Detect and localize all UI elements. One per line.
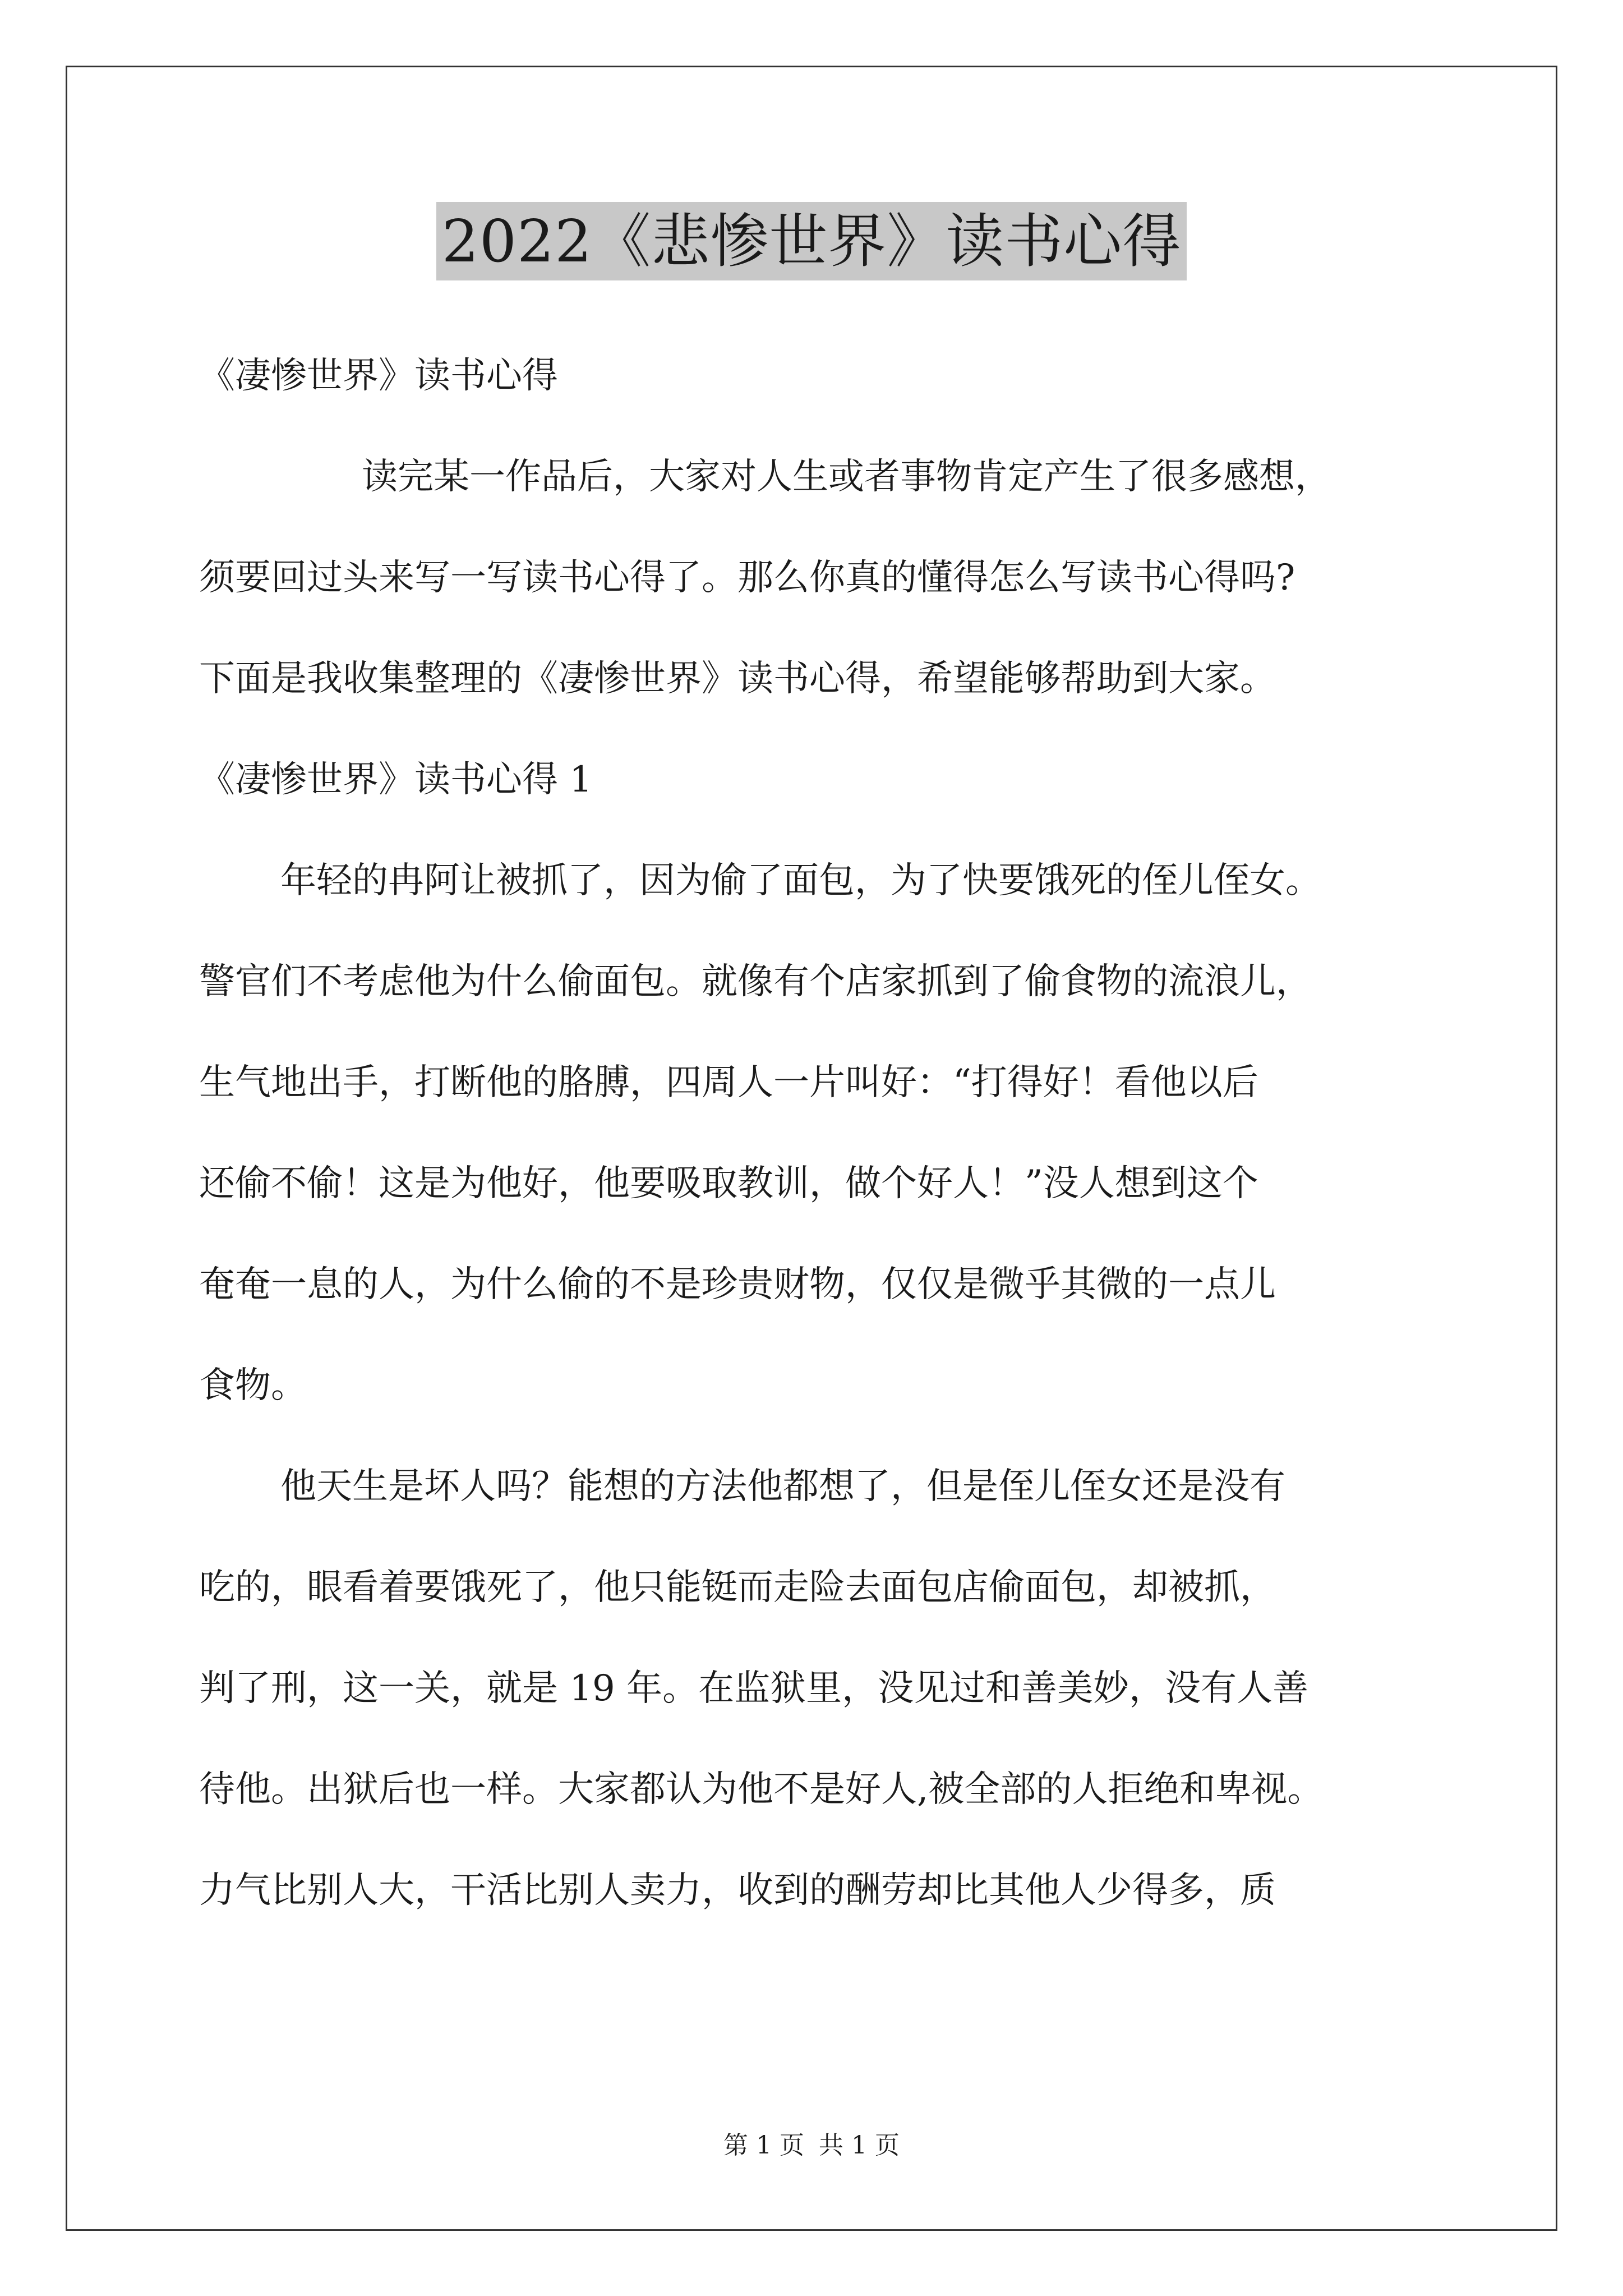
paragraph-line: 判了刑，这一关，就是 19 年。在监狱里，没见过和善美妙，没有人善 xyxy=(199,1668,1309,1709)
section-heading: 《凄惨世界》读书心得 1 xyxy=(199,759,593,800)
page-total: 共 1 页 xyxy=(819,2131,900,2160)
document-body xyxy=(199,325,1461,1941)
paragraph-line: 年轻的冉阿让被抓了，因为偷了面包，为了快要饿死的侄儿侄女。 xyxy=(280,860,1321,901)
paragraph-line: 待他。出狱后也一样。大家都认为他不是好人,被全部的人拒绝和卑视。 xyxy=(199,1769,1324,1810)
document-title: 2022《悲惨世界》读书心得 xyxy=(436,202,1187,280)
paragraph-line: 奄奄一息的人，为什么偷的不是珍贵财物，仅仅是微乎其微的一点儿 xyxy=(199,1264,1276,1305)
paragraph-line: 警官们不考虑他为什么偷面包。就像有个店家抓到了偷食物的流浪儿， xyxy=(199,961,1312,1002)
paragraph-line: 吃的，眼看着要饿死了，他只能铤而走险去面包店偷面包，却被抓， xyxy=(199,1567,1276,1608)
paragraph-line: 读完某一作品后，大家对人生或者事物肯定产生了很多感想， xyxy=(362,456,1331,498)
paragraph-line: 生气地出手，打断他的胳膊，四周人一片叫好：“打得好！看他以后 xyxy=(199,1062,1258,1103)
paragraph-line: 力气比别人大，干活比别人卖力，收到的酬劳却比其他人少得多，质 xyxy=(199,1870,1276,1911)
paragraph-line: 食物。 xyxy=(199,1365,307,1406)
paragraph-line: 还偷不偷！这是为他好，他要吸取教训，做个好人！”没人想到这个 xyxy=(199,1163,1258,1204)
paragraph-line: 须要回过头来写一写读书心得了。那么你真的懂得怎么写读书心得吗? xyxy=(199,557,1295,599)
paragraph-line: 下面是我收集整理的《凄惨世界》读书心得，希望能够帮助到大家。 xyxy=(199,658,1276,700)
section-heading: 《凄惨世界》读书心得 xyxy=(199,355,558,397)
paragraph-line: 他天生是坏人吗？能想的方法他都想了，但是侄儿侄女还是没有 xyxy=(280,1466,1285,1507)
page-number: 第 1 页 xyxy=(723,2131,804,2160)
title-container xyxy=(0,202,1623,280)
page-footer xyxy=(0,2129,1623,2162)
